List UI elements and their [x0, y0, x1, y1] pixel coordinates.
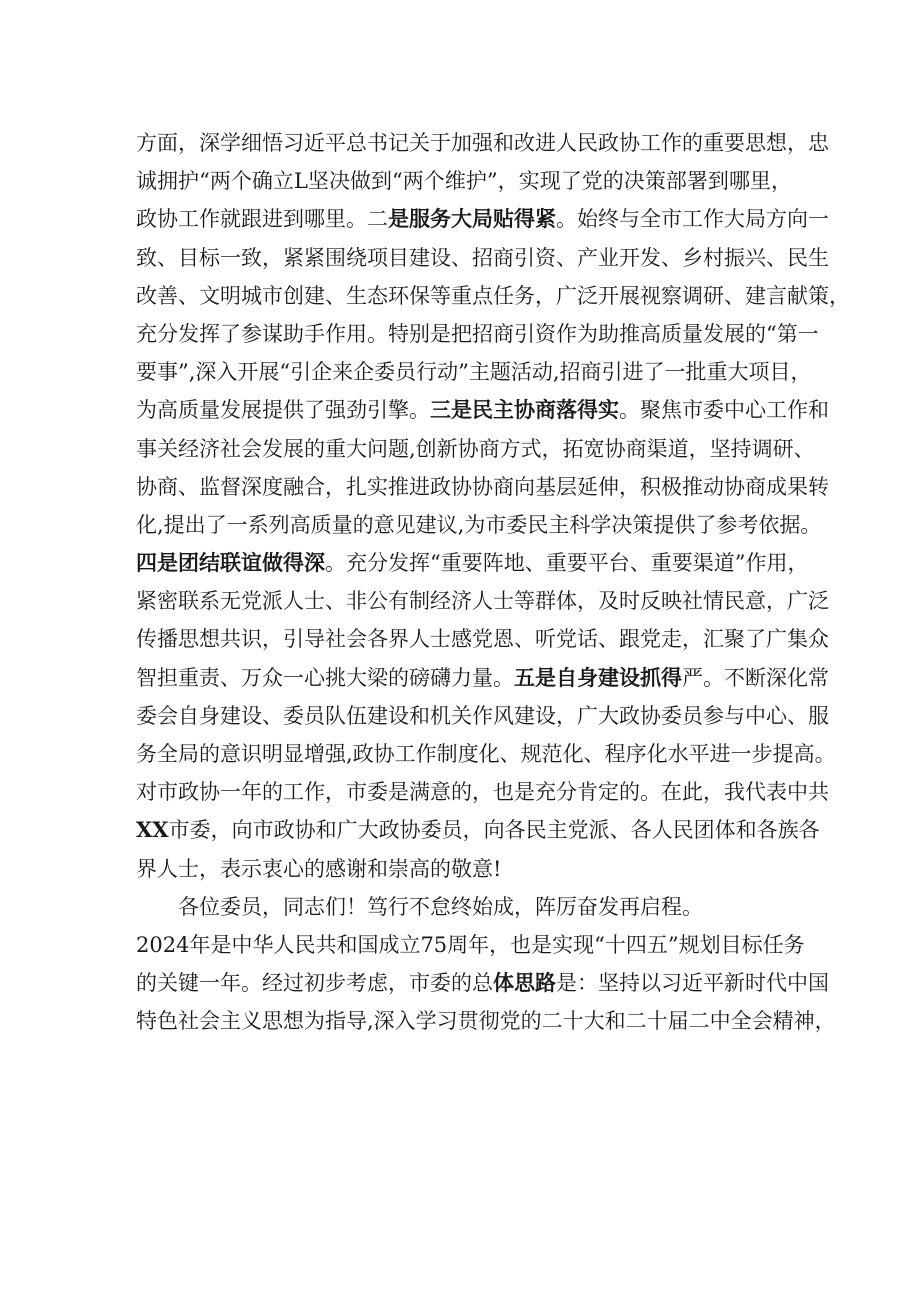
- text-run: 充分发挥了参谋助手作用。特别是把招商引资作为助推高质量发展的“第一: [136, 321, 819, 346]
- text-line: [136, 239, 829, 277]
- text-line: [136, 697, 829, 735]
- text-run: 市委，向市政协和广大政协委员，向各民主党派、各人民团体和各族各: [168, 818, 820, 843]
- text-run: 严。不断深化常: [682, 665, 829, 690]
- text-run: 2024年是中华人民共和国成立75周年，也是实现“十四五”规划目标任务: [136, 932, 805, 957]
- bold-text-run: 三是民主协商落得实: [430, 397, 619, 423]
- text-run: 的关键一年。经过初步考虑，市委的总: [136, 971, 493, 996]
- text-line: [136, 506, 822, 544]
- document-body: [136, 124, 850, 1041]
- text-run: 。始终与全市工作大局方向一: [556, 207, 829, 232]
- text-run: 是：坚持以习近平新时代中国: [556, 971, 829, 996]
- text-run: 智担重责、万众一心挑大梁的磅礴力量。: [136, 665, 514, 690]
- bold-text-run: 五是自身建设抓得: [514, 664, 682, 690]
- text-line: [136, 926, 805, 964]
- text-run: 委会自身建设、委员队伍建设和机关作风建设，广大政协委员参与中心、服: [136, 703, 829, 728]
- text-line: [136, 620, 829, 658]
- text-run: 。聚焦市委中心工作和: [619, 398, 829, 423]
- text-line: [136, 468, 829, 506]
- text-line: [136, 850, 792, 888]
- text-line: [136, 544, 809, 582]
- bold-text-run: 四是团结联谊做得深: [136, 550, 325, 576]
- bold-text-run: 是服务大局贴得紧: [388, 206, 556, 232]
- text-line: [136, 315, 819, 353]
- bold-text-run: XX: [136, 817, 169, 843]
- text-line: [136, 773, 829, 811]
- text-run: 事关经济社会发展的重大问题,创新协商方式，拓宽协商渠道，坚持调研、: [136, 436, 815, 461]
- text-line: [136, 888, 792, 926]
- text-line: [136, 162, 792, 200]
- text-line: [136, 735, 836, 773]
- text-run: 方面，深学细悟习近平总书记关于加强和改进人民政协工作的重要思想，忠: [136, 131, 829, 155]
- text-run: 传播思想共识，引导社会各界人士感党恩、听党话、跟党走，汇聚了广集众: [136, 627, 829, 652]
- text-line: [136, 200, 829, 238]
- text-line: [136, 124, 829, 162]
- text-line: [136, 582, 829, 620]
- text-run: 要事”,深入开展“引企来企委员行动”主题活动,招商引进了一批重大项目，: [136, 360, 812, 385]
- text-line: [136, 811, 820, 849]
- text-line: [136, 353, 812, 391]
- text-run: 协商、监督深度融合，扎实推进政协协商向基层延伸，积极推动协商成果转: [136, 474, 829, 499]
- text-run: 致、目标一致，紧紧围绕项目建设、招商引资、产业开发、乡村振兴、民生: [136, 245, 829, 270]
- text-run: 政协工作就跟进到哪里。二: [136, 207, 388, 232]
- text-run: 。充分发挥“重要阵地、重要平台、重要渠道”作用，: [325, 551, 809, 576]
- text-run: 紧密联系无党派人士、非公有制经济人士等群体，及时反映社情民意，广泛: [136, 589, 829, 614]
- text-line: [136, 430, 815, 468]
- text-line: [136, 1002, 836, 1040]
- text-run: 务全局的意识明显增强,政协工作制度化、规范化、程序化水平进一步提高。: [136, 742, 836, 766]
- bold-text-run: 体思路: [493, 970, 556, 996]
- text-line: [136, 964, 829, 1002]
- text-line: [136, 659, 829, 697]
- text-run: 改善、文明城市创建、生态环保等重点任务，广泛开展视察调研、建言献策，: [136, 283, 850, 308]
- text-run: 界人士，表示衷心的感谢和崇高的敬意!: [136, 856, 502, 881]
- text-run: 特色社会主义思想为指导,深入学习贯彻党的二十大和二十届二中全会精神，: [136, 1009, 836, 1034]
- text-run: 对市政协一年的工作，市委是满意的，也是充分肯定的。在此，我代表中共: [136, 780, 829, 805]
- text-line: [136, 391, 829, 429]
- text-line: [136, 277, 850, 315]
- text-run: 化,提出了一系列高质量的意见建议,为市委民主科学决策提供了参考依据。: [136, 512, 822, 537]
- text-run: 诚拥护“两个确立L坚决做到“两个维护”，实现了党的决策部署到哪里，: [136, 169, 792, 194]
- text-run: 各位委员，同志们！笃行不怠终始成，阵厉奋发再启程。: [178, 894, 703, 919]
- text-run: 为高质量发展提供了强劲引擎。: [136, 398, 430, 423]
